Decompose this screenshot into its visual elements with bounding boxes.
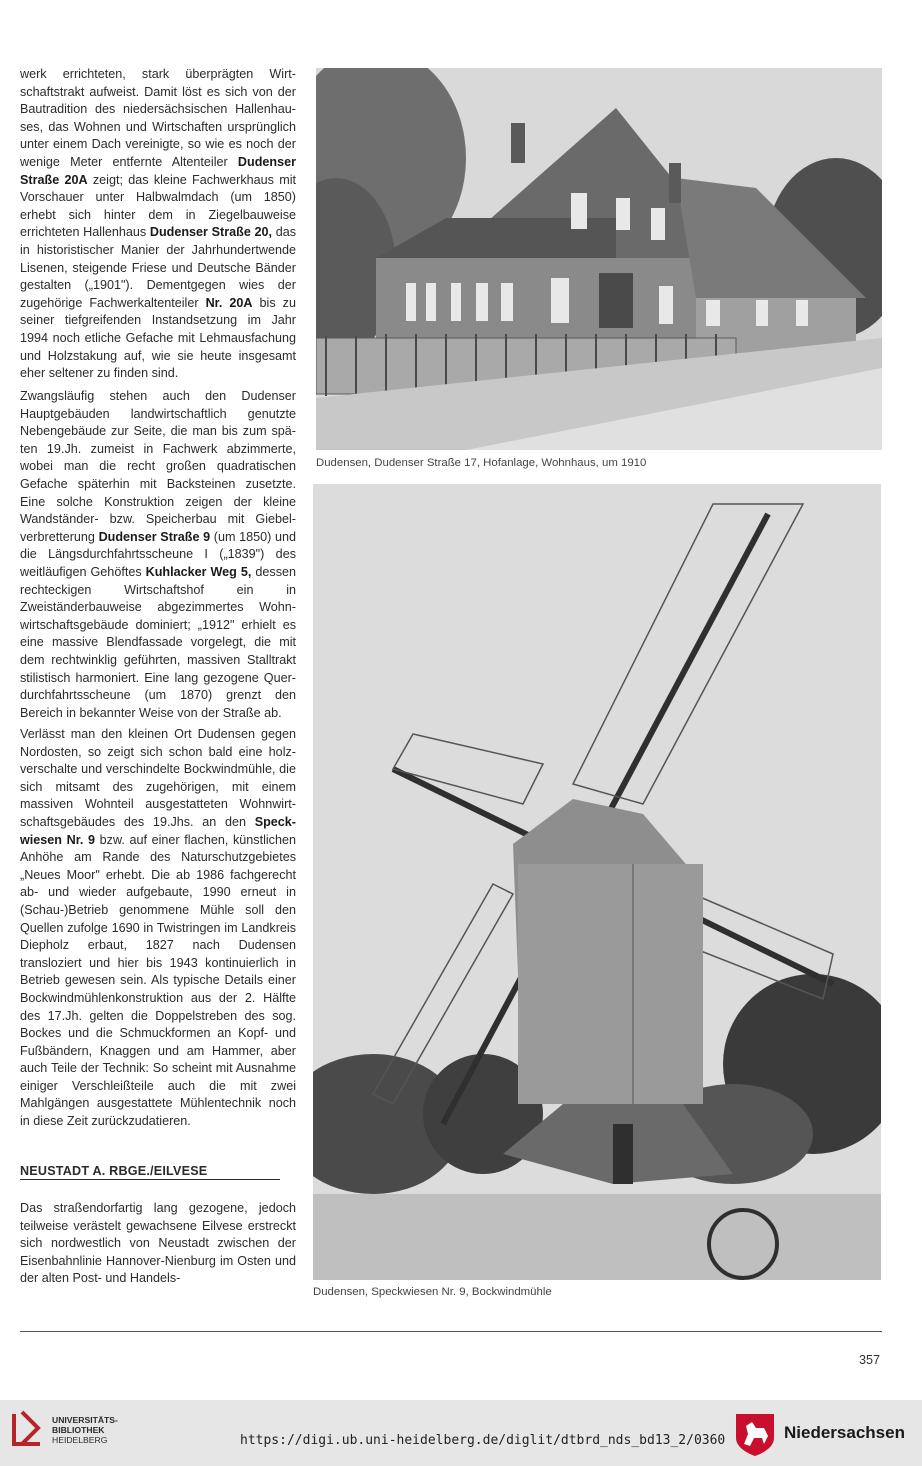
footer-rule xyxy=(20,1331,882,1332)
page-number: 357 xyxy=(858,1353,880,1367)
text-run: Das straßendorfartig lang gezogene, jedoch teilweise verästelt gewachsene Eilvese erstreckt sich nordwestlich von Neustadt zwischen der Eisenbahnlinie Hannover-Nienburg im Osten und der alten Post- und Handels- xyxy=(20,1201,296,1286)
text-run: werk errichteten, stark überprägten Wirtschaftstrakt aufweist. Damit löst es sich von der Bautradition des niedersächsischen Hallenhauses, das Wohnen und Wirtschaften ursprünglich unter einem Dach vereinigte, so wie es noch der wenige Meter entfernte Altenteiler xyxy=(20,67,296,169)
text-run: bis zu seiner tiefgreifenden Instandsetzung im Jahr 1994 noch etliche Gefache mit Lehmausfachung und Holzstakung auf, wie sie heute insgesamt eher seltener zu finden sind. xyxy=(20,295,296,381)
text-run: zeigt; das kleine Fachwerkhaus mit Vorschauer unter Halbwalmdach (um 1850) erhebt sich hinter dem in Ziegelbauweise errichteten Hallenhaus xyxy=(20,172,296,240)
address-reference: Kuhlacker Weg 5, xyxy=(145,564,252,579)
uni-line-2: BIBLIOTHEK xyxy=(52,1425,105,1435)
address-reference: Speckwiesen Nr. 9 xyxy=(20,814,296,847)
university-library-name xyxy=(52,1415,118,1445)
address-reference: Nr. 20A xyxy=(205,295,253,310)
state-name: Niedersachsen xyxy=(784,1423,905,1442)
niedersachsen-horse-icon xyxy=(734,1412,776,1458)
body-paragraph-2 xyxy=(20,388,296,722)
farmhouse-caption: Dudensen, Dudenser Straße 17, Hofanlage, Wohnhaus, um 1910 xyxy=(316,457,647,469)
uni-line-3: HEIDELBERG xyxy=(52,1435,108,1445)
body-paragraph-3 xyxy=(20,726,296,1131)
windmill-photo xyxy=(313,484,881,1280)
text-run: Zwangsläufig stehen auch den Dudenser Hauptgebäuden landwirtschaftlich genutzte Nebengebäude zur Seite, die man bis zum späten 19.Jh. zumeist in Fachwerk abzimmerte, wobei man die recht großen quadratischen Gefache späterhin mit Backsteinen zusetzte. Eine solche Konstruktion zeigen der kleine Wandständer- bzw. Speicherbau mit Giebelverbretterung xyxy=(20,389,296,544)
farmhouse-photo xyxy=(316,68,882,450)
source-url[interactable]: https://digi.ub.uni-heidelberg.de/diglit/dtbrd_nds_bd13_2/0360 xyxy=(240,1433,726,1448)
text-run: (um 1850) und die Längsdurchfahrtsscheune I („1839") des weitläufigen Gehöftes xyxy=(20,529,296,579)
text-run: bzw. auf einer flachen, künstlichen Anhöhe am Rande des Naturschutzgebietes „Neues Moor" erhebt. Die ab 1986 fachgerecht ab- und wieder aufgebaute, 1990 erneut in (Schau-)Betrieb genommene Mühle soll den Quellen zufolge 1690 in Twistringen im Landkreis Diepholz erbaut, 1827 nach Dudensen transloziert und hier bis 1943 kontinuierlich in Betrieb gewesen sein. Als typische Details einer Bockwindmühlenkonstruktion aus der 2. Hälfte des 17.Jh. gelten die Doppelstreben des sog. Bockes und die Schmuckformen an Kopf- und Fußbändern, Knaggen und am Hammer, aber auch Teile der Technik: So scheint mit Ausnahme einiger Verschleißteile auch die mit zwei Mahlgängen ausgestattete Mühlentechnik noch in diese Zeit zurückzudatieren. xyxy=(20,832,296,1129)
address-reference: Dudenser Straße 9 xyxy=(98,529,211,544)
university-library-logo-icon xyxy=(10,1408,46,1448)
address-reference: Dudenser Straße 20, xyxy=(149,225,273,240)
address-reference: Dudenser Straße 20A xyxy=(20,154,296,187)
digitization-footer xyxy=(0,1400,922,1466)
section-heading: NEUSTADT A. RBGE./EILVESE xyxy=(20,1164,280,1180)
body-paragraph-1 xyxy=(20,66,296,383)
windmill-caption: Dudensen, Speckwiesen Nr. 9, Bockwindmühle xyxy=(313,1286,552,1298)
body-paragraph-4 xyxy=(20,1200,296,1288)
text-run: das in historistischer Manier der Jahrhundertwende Lisenen, steigende Friese und Deutsche Bänder gestalten („1901"). Dementgegen wies der zugehörige Fachwerkaltenteiler xyxy=(20,225,296,310)
text-run: Verlässt man den kleinen Ort Dudensen gegen Nordosten, so zeigt sich schon bald eine holzverschalte und verschindelte Bockwindmühle, die sich mitsamt des zugehörigen, mit einem massiven Wohnteil ausgestatteten Wohnwirtschaftsgebäudes des 19.Jhs. an den xyxy=(20,727,296,829)
text-run: dessen rechteckigen Wirtschaftshof ein in Zweiständerbauweise abgezimmertes Wohnwirtschaftsgebäude dominiert; „1912" erhielt es eine massive Blendfassade vorgelegt, die mit dem rechtwinklig geführten, massiven Stalltrakt stilistisch harmoniert. Eine lang gezogene Querdurchfahrtsscheune (um 1870) grenzt den Bereich in bekannter Weise von der Straße ab. xyxy=(20,564,296,720)
uni-line-1: UNIVERSITÄTS- xyxy=(52,1415,118,1425)
